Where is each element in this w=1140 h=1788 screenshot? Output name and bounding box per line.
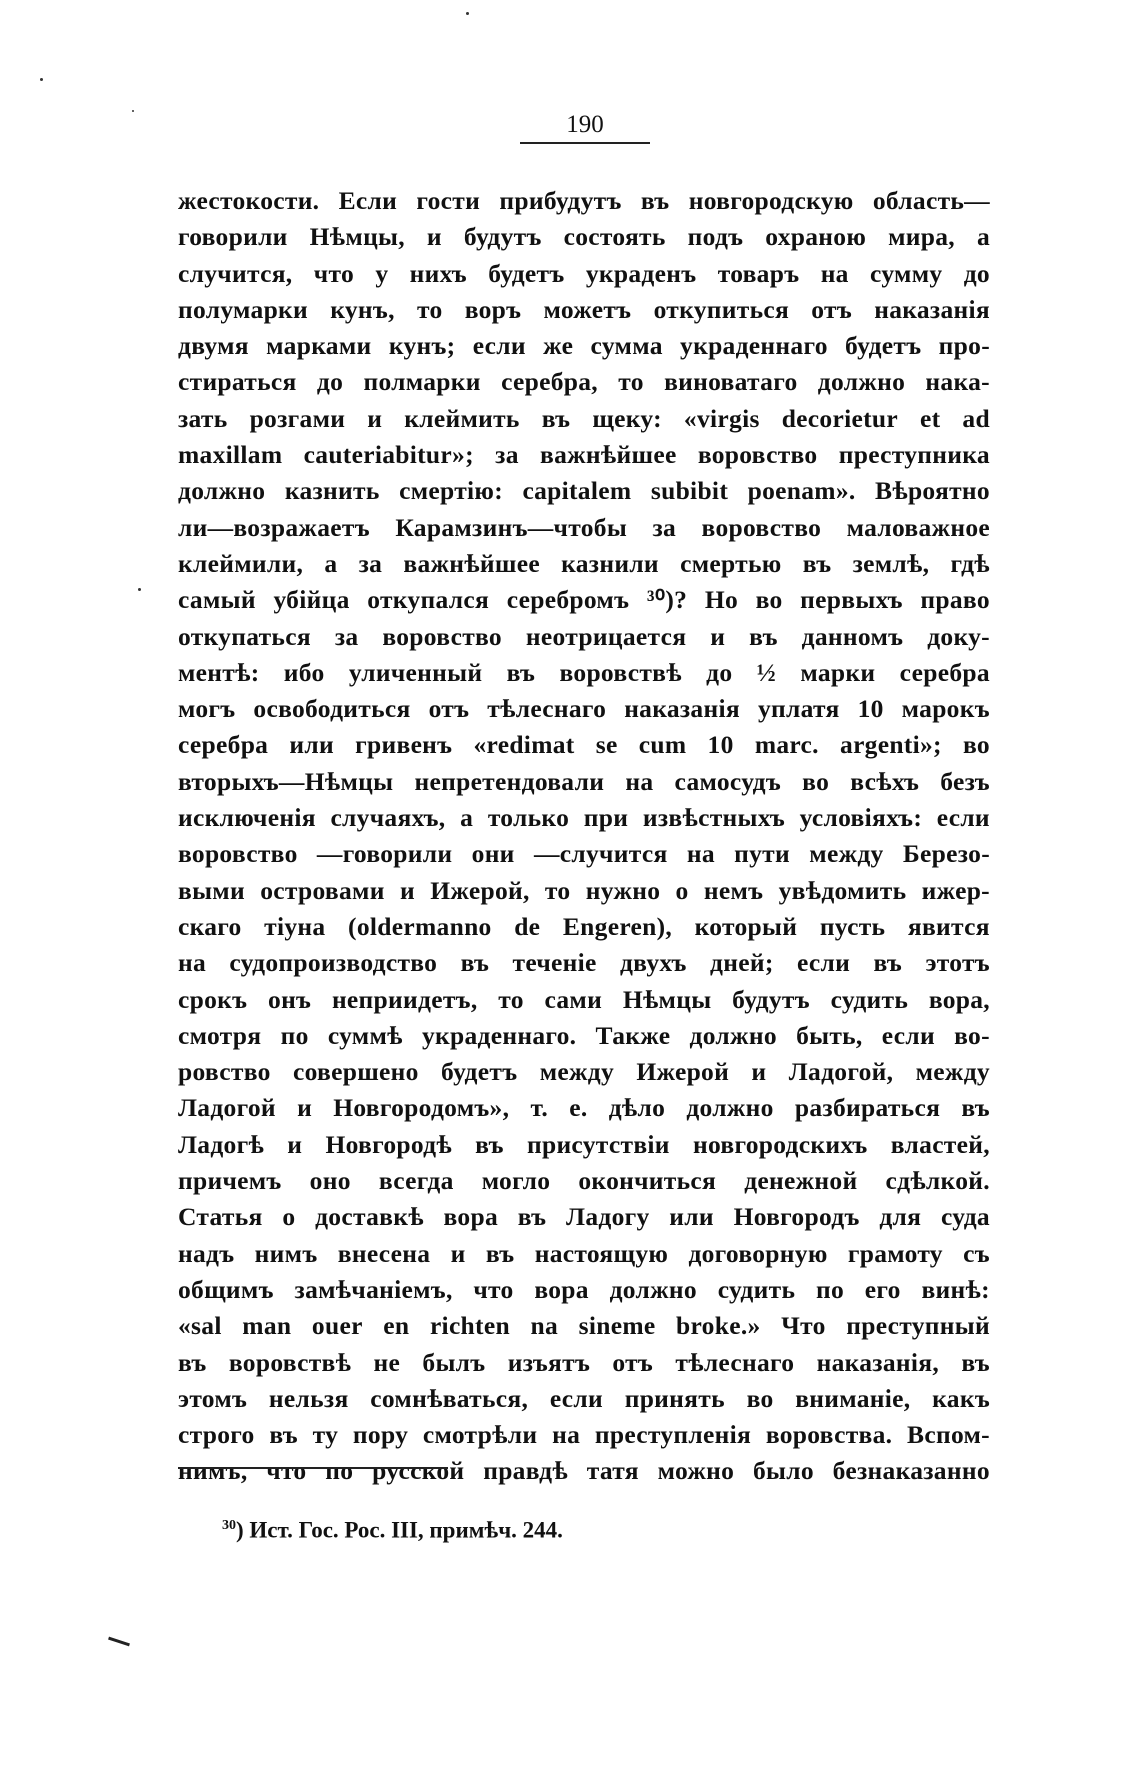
text-line: нимъ, что по русской правдѣ татя можно было безнаказанно [178, 1456, 990, 1486]
text-line: «sal man ouer en richten na sineme broke.» Что преступный [178, 1311, 990, 1341]
text-line: жестокости. Если гости прибудутъ въ новгородскую область— [178, 186, 990, 215]
text-line: вторыхъ—Нѣмцы непретендовали на самосудъ во всѣхъ безъ [178, 766, 990, 796]
text-line: надъ нимъ внесена и въ настоящую договорную грамоту съ [178, 1238, 990, 1268]
text-line: этомъ нельзя сомнѣваться, если принять во вниманіе, какъ [178, 1383, 990, 1413]
text-line: ли—возражаетъ Карамзинъ—чтобы за воровство маловажное [178, 512, 990, 542]
body-text [178, 183, 990, 1490]
text-line: ментѣ: ибо уличенный въ воровствѣ до ½ марки серебра [178, 657, 990, 687]
text-line: могъ освободиться отъ тѣлеснаго наказанія уплатя 10 марокъ [178, 694, 990, 724]
text-line: выми островами и Ижерой, то нужно о немъ увѣдомить ижер- [178, 875, 990, 905]
text-line: строго въ ту пору смотрѣли на преступленія воровства. Вспом- [178, 1420, 990, 1450]
text-line: срокъ онъ неприидетъ, то сами Нѣмцы будутъ судить вора, [178, 984, 990, 1014]
text-line: Статья о доставкѣ вора въ Ладогу или Новгородъ для суда [178, 1202, 990, 1232]
text-line: откупаться за воровство неотрицается и въ данномъ доку- [178, 621, 990, 651]
text-line: воровство —говорили они —случится на пути между Березо- [178, 839, 990, 869]
text-line: общимъ замѣчаніемъ, что вора должно судить по его винѣ: [178, 1274, 990, 1304]
text-line: причемъ оно всегда могло окончиться денежной сдѣлкой. [178, 1166, 990, 1196]
text-line: ровство совершено будетъ между Ижерой и Ладогой, между [178, 1057, 990, 1087]
text-line: случится, что у нихъ будетъ украденъ товаръ на сумму до [178, 258, 990, 288]
footnote-text: ) Ист. Гос. Рос. III, примѣч. 244. [236, 1517, 563, 1543]
text-line: Ладогѣ и Новгородѣ въ присутствіи новгородскихъ властей, [178, 1129, 990, 1159]
footnote-mark: 30 [222, 1518, 236, 1533]
text-line: говорили Нѣмцы, и будутъ состоять подъ охраною мира, а [178, 222, 990, 252]
text-line: стираться до полмарки серебра, то виноватаго должно нака- [178, 367, 990, 397]
text-line: клеймили, а за важнѣйшее казнили смертью въ землѣ, гдѣ [178, 548, 990, 578]
text-line: зать розгами и клеймить въ щеку: «virgis decorietur et ad [178, 403, 990, 433]
text-line: maxillam cauteriabitur»; за важнѣйшее воровство преступника [178, 440, 990, 470]
footnote-rule [178, 1467, 448, 1469]
page-number: 190 [520, 108, 650, 144]
text-line: должно казнить смертію: capitalem subibit poenam». Вѣроятно [178, 476, 990, 506]
footnote [222, 1510, 563, 1547]
text-line: самый убійца откупался серебромъ ³⁰)? Но во первыхъ право [178, 585, 990, 615]
text-line: скаго тіуна (oldermanno de Engeren), который пусть явится [178, 911, 990, 941]
text-line: на судопроизводство въ теченіе двухъ дней; если въ этотъ [178, 948, 990, 978]
text-line: серебра или гривенъ «redimat se cum 10 marc. argenti»; во [178, 730, 990, 760]
text-line: въ воровствѣ не былъ изъятъ отъ тѣлеснаго наказанія, въ [178, 1347, 990, 1377]
text-line: двумя марками кунъ; если же сумма украденнаго будетъ про- [178, 331, 990, 361]
text-line: полумарки кунъ, то воръ можетъ откупиться отъ наказанія [178, 294, 990, 324]
text-line: Ладогой и Новгородомъ», т. е. дѣло должно разбираться въ [178, 1093, 990, 1123]
text-line: смотря по суммѣ украденнаго. Также должно быть, если во- [178, 1020, 990, 1050]
text-line: исключенія случаяхъ, а только при извѣстныхъ условіяхъ: если [178, 803, 990, 833]
